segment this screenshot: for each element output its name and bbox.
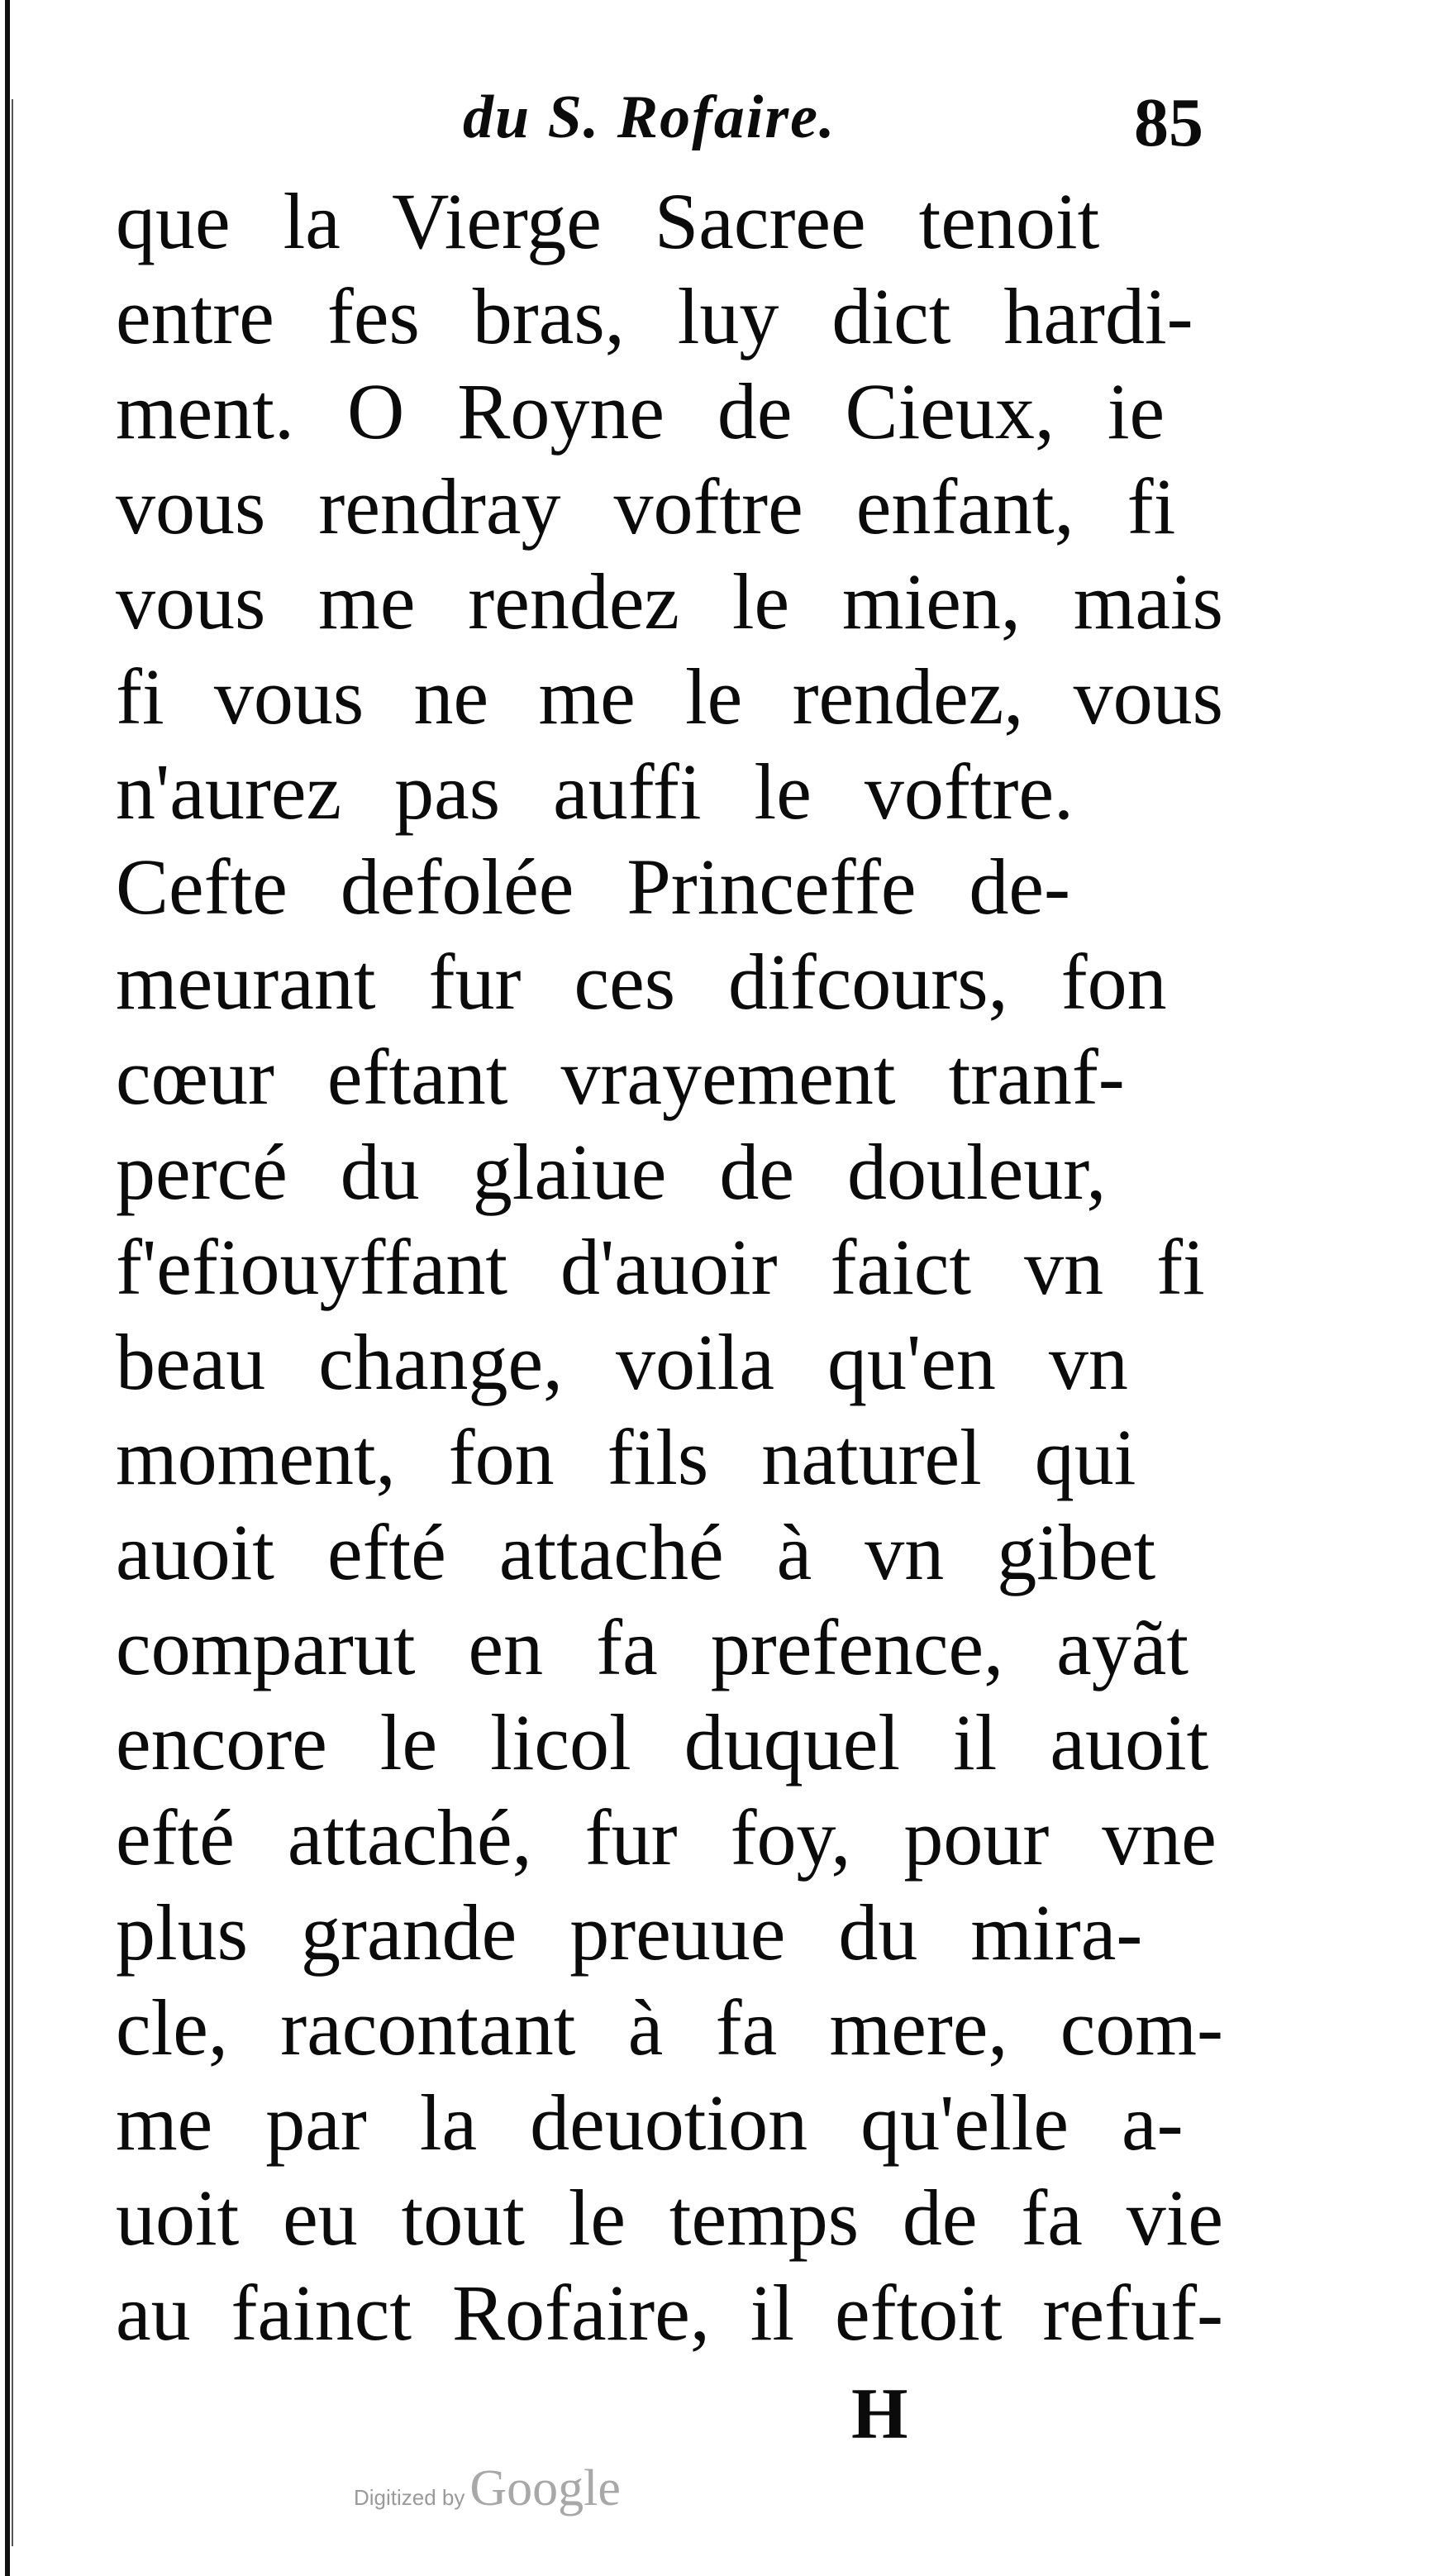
text-line: cœur eftant vrayement tranf- [116, 1033, 1125, 1121]
text-line: vous rendray voftre enfant, fi [116, 462, 1176, 551]
text-line: fi vous ne me le rendez, vous [116, 652, 1223, 741]
text-line: entre fes bras, luy dict hardi- [116, 272, 1193, 360]
text-line: n'aurez pas auffi le voftre. [116, 747, 1074, 836]
signature-mark: H [851, 2374, 908, 2454]
text-line: Cefte defolée Princeffe de- [116, 842, 1070, 931]
digitized-watermark [354, 2459, 621, 2518]
text-line: uoit eu tout le temps de fa vie [116, 2173, 1223, 2262]
text-line: comparut en fa prefence, ayãt [116, 1603, 1189, 1691]
google-logo: Google [469, 2460, 621, 2516]
page-edge-line [5, 0, 10, 2576]
text-line: au fainct Rofaire, il eftoit refuf- [116, 2268, 1223, 2357]
text-line: meurant fur ces difcours, fon [116, 937, 1167, 1026]
digitized-prefix: Digitized by [354, 2485, 465, 2510]
text-line: percé du glaiue de douleur, [116, 1128, 1107, 1216]
text-line: me par la deuotion qu'elle a- [116, 2078, 1184, 2167]
text-line: ment. O Royne de Cieux, ie [116, 367, 1165, 456]
body-text [116, 174, 1223, 2360]
text-line: encore le licol duquel il auoit [116, 1698, 1209, 1787]
text-line: que la Vierge Sacree tenoit [116, 177, 1100, 265]
text-line: cle, racontant à fa mere, com- [116, 1983, 1223, 2072]
running-head: du S. Rofaire. [463, 83, 836, 151]
text-line: vous me rendez le mien, mais [116, 557, 1223, 646]
text-line: plus grande preuue du mira- [116, 1888, 1143, 1977]
text-line: f'efiouyffant d'auoir faict vn fi [116, 1223, 1205, 1311]
text-line: auoit efté attaché à vn gibet [116, 1508, 1156, 1596]
page-number: 85 [1134, 84, 1203, 161]
page-edge-shadow [12, 99, 13, 2546]
text-line: beau change, voila qu'en vn [116, 1318, 1128, 1406]
text-line: moment, fon fils naturel qui [116, 1413, 1136, 1501]
text-line: efté attaché, fur foy, pour vne [116, 1793, 1217, 1882]
